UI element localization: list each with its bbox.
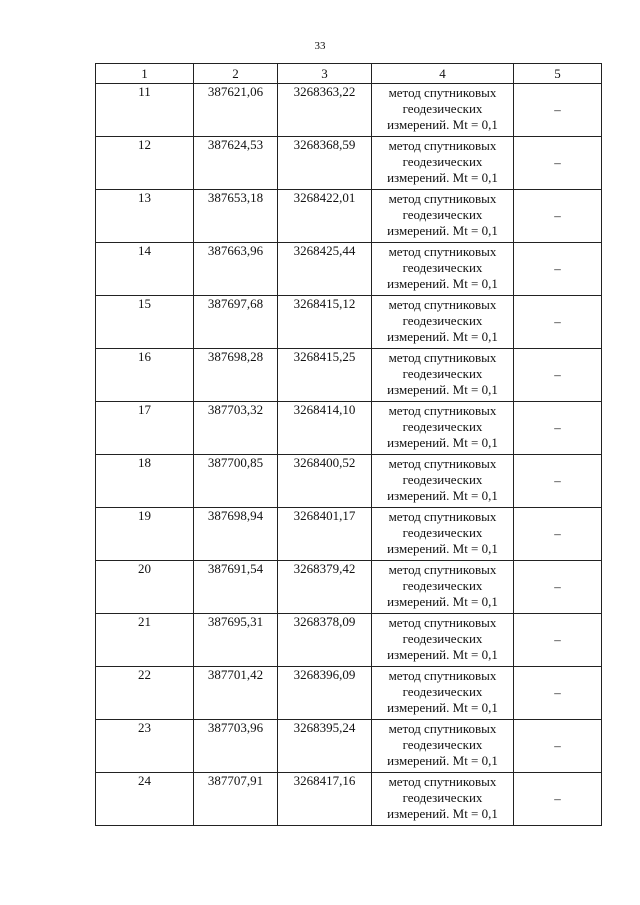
x-coordinate-cell: 387653,18: [194, 190, 278, 243]
column5-cell: –: [514, 190, 602, 243]
point-number-cell: 15: [96, 296, 194, 349]
point-number-cell: 20: [96, 561, 194, 614]
point-number-cell: 14: [96, 243, 194, 296]
method-line: измерений. Mt = 0,1: [387, 700, 498, 715]
table-row: [96, 190, 602, 243]
table-row: [96, 455, 602, 508]
page-number: 33: [314, 40, 326, 52]
method-line: измерений. Mt = 0,1: [387, 117, 498, 132]
header-cell-5: 5: [514, 64, 602, 84]
x-coordinate-cell: 387695,31: [194, 614, 278, 667]
method-cell: [372, 614, 514, 667]
method-line: геодезических: [402, 631, 483, 646]
column5-cell: –: [514, 296, 602, 349]
method-line: измерений. Mt = 0,1: [387, 753, 498, 768]
point-number-cell: 13: [96, 190, 194, 243]
point-number-cell: 23: [96, 720, 194, 773]
method-line: метод спутниковых: [388, 244, 497, 259]
method-cell: [372, 402, 514, 455]
method-cell: [372, 349, 514, 402]
column5-cell: –: [514, 455, 602, 508]
method-line: метод спутниковых: [388, 562, 497, 577]
method-cell: [372, 667, 514, 720]
point-number-cell: 11: [96, 84, 194, 137]
table-header-row: [96, 64, 602, 84]
y-coordinate-cell: 3268415,25: [278, 349, 372, 402]
column5-cell: –: [514, 349, 602, 402]
table-row: [96, 773, 602, 826]
method-line: метод спутниковых: [388, 774, 497, 789]
method-line: измерений. Mt = 0,1: [387, 329, 498, 344]
column5-cell: –: [514, 667, 602, 720]
method-line: метод спутниковых: [388, 297, 497, 312]
method-line: метод спутниковых: [388, 191, 497, 206]
method-line: геодезических: [402, 684, 483, 699]
y-coordinate-cell: 3268363,22: [278, 84, 372, 137]
method-line: измерений. Mt = 0,1: [387, 488, 498, 503]
table-row: [96, 402, 602, 455]
header-cell-4: 4: [372, 64, 514, 84]
point-number-cell: 21: [96, 614, 194, 667]
y-coordinate-cell: 3268368,59: [278, 137, 372, 190]
point-number-cell: 16: [96, 349, 194, 402]
method-line: метод спутниковых: [388, 615, 497, 630]
y-coordinate-cell: 3268396,09: [278, 667, 372, 720]
method-line: метод спутниковых: [388, 456, 497, 471]
column5-cell: –: [514, 614, 602, 667]
method-line: измерений. Mt = 0,1: [387, 541, 498, 556]
x-coordinate-cell: 387698,28: [194, 349, 278, 402]
table-row: [96, 84, 602, 137]
column5-cell: –: [514, 243, 602, 296]
y-coordinate-cell: 3268401,17: [278, 508, 372, 561]
method-cell: [372, 190, 514, 243]
table-row: [96, 349, 602, 402]
method-cell: [372, 773, 514, 826]
point-number-cell: 18: [96, 455, 194, 508]
method-cell: [372, 455, 514, 508]
method-line: метод спутниковых: [388, 350, 497, 365]
header-cell-2: 2: [194, 64, 278, 84]
x-coordinate-cell: 387700,85: [194, 455, 278, 508]
y-coordinate-cell: 3268425,44: [278, 243, 372, 296]
method-line: измерений. Mt = 0,1: [387, 435, 498, 450]
point-number-cell: 17: [96, 402, 194, 455]
x-coordinate-cell: 387621,06: [194, 84, 278, 137]
point-number-cell: 24: [96, 773, 194, 826]
x-coordinate-cell: 387703,32: [194, 402, 278, 455]
method-cell: [372, 84, 514, 137]
point-number-cell: 19: [96, 508, 194, 561]
method-cell: [372, 137, 514, 190]
column5-cell: –: [514, 773, 602, 826]
y-coordinate-cell: 3268415,12: [278, 296, 372, 349]
point-number-cell: 12: [96, 137, 194, 190]
method-line: геодезических: [402, 525, 483, 540]
method-line: метод спутниковых: [388, 85, 497, 100]
method-line: геодезических: [402, 313, 483, 328]
method-line: геодезических: [402, 154, 483, 169]
column5-cell: –: [514, 84, 602, 137]
method-line: измерений. Mt = 0,1: [387, 594, 498, 609]
y-coordinate-cell: 3268395,24: [278, 720, 372, 773]
table-row: [96, 561, 602, 614]
x-coordinate-cell: 387624,53: [194, 137, 278, 190]
method-line: геодезических: [402, 737, 483, 752]
method-line: геодезических: [402, 207, 483, 222]
method-line: измерений. Mt = 0,1: [387, 647, 498, 662]
method-line: измерений. Mt = 0,1: [387, 382, 498, 397]
x-coordinate-cell: 387691,54: [194, 561, 278, 614]
x-coordinate-cell: 387701,42: [194, 667, 278, 720]
method-line: метод спутниковых: [388, 721, 497, 736]
x-coordinate-cell: 387663,96: [194, 243, 278, 296]
x-coordinate-cell: 387697,68: [194, 296, 278, 349]
method-line: геодезических: [402, 790, 483, 805]
method-cell: [372, 243, 514, 296]
method-cell: [372, 508, 514, 561]
method-line: геодезических: [402, 260, 483, 275]
header-cell-3: 3: [278, 64, 372, 84]
x-coordinate-cell: 387703,96: [194, 720, 278, 773]
method-line: измерений. Mt = 0,1: [387, 223, 498, 238]
table-body: [96, 84, 602, 826]
header-cell-1: 1: [96, 64, 194, 84]
column5-cell: –: [514, 137, 602, 190]
method-line: метод спутниковых: [388, 668, 497, 683]
method-line: геодезических: [402, 578, 483, 593]
table-row: [96, 667, 602, 720]
method-line: измерений. Mt = 0,1: [387, 276, 498, 291]
y-coordinate-cell: 3268417,16: [278, 773, 372, 826]
method-cell: [372, 720, 514, 773]
y-coordinate-cell: 3268422,01: [278, 190, 372, 243]
method-line: метод спутниковых: [388, 403, 497, 418]
method-line: геодезических: [402, 101, 483, 116]
table-row: [96, 296, 602, 349]
method-line: измерений. Mt = 0,1: [387, 170, 498, 185]
method-line: метод спутниковых: [388, 138, 497, 153]
column5-cell: –: [514, 402, 602, 455]
column5-cell: –: [514, 508, 602, 561]
x-coordinate-cell: 387707,91: [194, 773, 278, 826]
table-row: [96, 508, 602, 561]
table-row: [96, 137, 602, 190]
coordinates-table: [95, 63, 602, 826]
table-row: [96, 720, 602, 773]
method-cell: [372, 561, 514, 614]
table-row: [96, 614, 602, 667]
y-coordinate-cell: 3268378,09: [278, 614, 372, 667]
y-coordinate-cell: 3268414,10: [278, 402, 372, 455]
method-line: измерений. Mt = 0,1: [387, 806, 498, 821]
y-coordinate-cell: 3268400,52: [278, 455, 372, 508]
column5-cell: –: [514, 561, 602, 614]
method-line: геодезических: [402, 472, 483, 487]
method-line: метод спутниковых: [388, 509, 497, 524]
method-line: геодезических: [402, 419, 483, 434]
table-row: [96, 243, 602, 296]
x-coordinate-cell: 387698,94: [194, 508, 278, 561]
method-cell: [372, 296, 514, 349]
method-line: геодезических: [402, 366, 483, 381]
point-number-cell: 22: [96, 667, 194, 720]
y-coordinate-cell: 3268379,42: [278, 561, 372, 614]
column5-cell: –: [514, 720, 602, 773]
